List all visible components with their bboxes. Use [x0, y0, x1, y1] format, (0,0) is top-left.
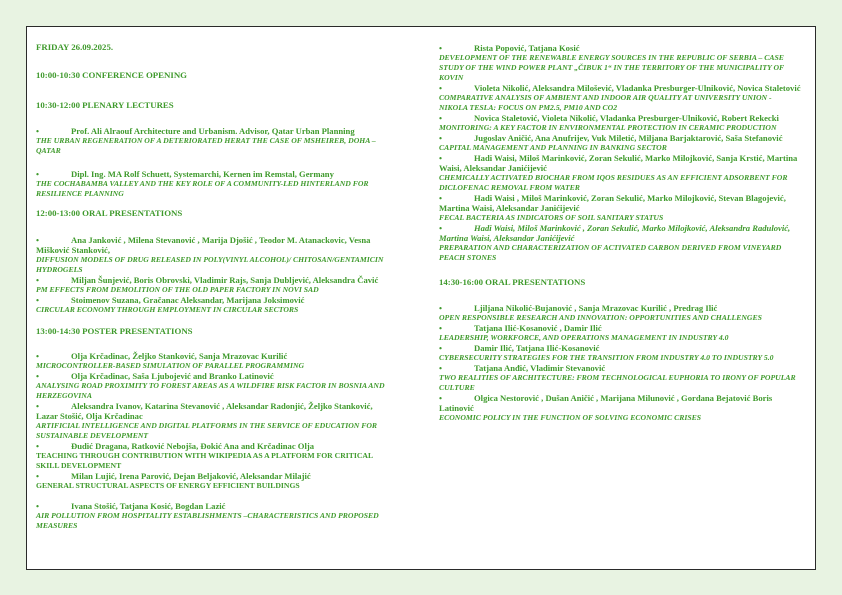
item-title: CIRCULAR ECONOMY THROUGH EMPLOYMENT IN CIRCULAR SECTORS	[36, 305, 299, 314]
left-column	[36, 42, 394, 531]
item-title: CAPITAL MANAGEMENT AND PLANNING IN BANKING SECTOR	[439, 143, 667, 152]
item-authors: • Hadi Waisi , Miloš Marinković, Zoran Sekulić, Marko Milojković, Stevan Blagojević, Martina Waisi, Aleksandar Janićijević	[439, 193, 801, 213]
item-authors: • Milan Lujić, Irena Parović, Dejan Beljaković, Aleksandar Milajić	[36, 471, 394, 481]
item-title: LEADERSHIP, WORKFORCE, AND OPERATIONS MANAGEMENT IN INDUSTRY 4.0	[439, 333, 729, 342]
list-item	[439, 113, 801, 133]
program-page	[26, 26, 816, 570]
poster-header: 13:00-14:30 POSTER PRESENTATIONS	[36, 326, 193, 336]
item-title: DIFFUSION MODELS OF DRUG RELEASED IN POLY(VINYL ALCOHOL)/ CHITOSAN/GENTAMICIN HYDROGELS	[36, 255, 384, 274]
item-title: THE COCHABAMBA VALLEY AND THE KEY ROLE OF A COMMUNITY-LED HINTERLAND FOR RESILIENCE PLANNING	[36, 179, 369, 198]
right-column	[439, 43, 801, 423]
list-item	[36, 371, 394, 401]
list-item	[36, 351, 394, 371]
item-authors: • Aleksandra Ivanov, Katarina Stevanović , Aleksandar Radonjić, Željko Stanković, Lazar Stošić, Olja Krčadinac	[36, 401, 394, 421]
list-item	[439, 83, 801, 113]
item-title: CYBERSECURITY STRATEGIES FOR THE TRANSITION FROM INDUSTRY 4.0 TO INDUSTRY 5.0	[439, 353, 774, 362]
item-authors: • Olja Krčadinac, Željko Stanković, Sanja Mrazovac Kurilić	[36, 351, 394, 361]
item-title: FECAL BACTERIA AS INDICATORS OF SOIL SANITARY STATUS	[439, 213, 664, 222]
item-authors: • Miljan Šunjević, Boris Obrovski, Vladimir Rajs, Sanja Dubljević, Aleksandra Čavić	[36, 275, 394, 285]
item-title: OPEN RESPONSIBLE RESEARCH AND INNOVATION: OPPORTUNITIES AND CHALLENGES	[439, 313, 762, 322]
item-title: ANALYSING ROAD PROXIMITY TO FOREST AREAS AS A WILDFIRE RISK FACTOR IN BOSNIA AND HERZEGOVINA	[36, 381, 385, 400]
list-item	[439, 343, 801, 363]
list-item	[36, 275, 394, 295]
item-authors: • Olgica Nestorović , Dušan Aničić , Marijana Milunović , Gordana Bejatović Boris Latinović	[439, 393, 801, 413]
item-authors: • Ana Janković , Milena Stevanović , Marija Djošić , Teodor M. Atanackovic, Vesna Mišković Stanković,	[36, 235, 394, 255]
item-title: COMPARATIVE ANALYSIS OF AMBIENT AND INDOOR AIR QUALITY AT UNIVERSITY UNION - NIKOLA TESLA: FOCUS ON PM2.5, PM10 AND CO2	[439, 93, 772, 112]
item-authors: • Stoimenov Suzana, Gračanac Aleksandar, Marijana Joksimović	[36, 295, 394, 305]
list-item	[36, 295, 394, 315]
item-title: ARTIFICIAL INTELLIGENCE AND DIGITAL PLATFORMS IN THE SERVICE OF EDUCATION FOR SUSTAINABLE DEVELOPMENT	[36, 421, 378, 440]
item-authors: • Đudić Dragana, Ratković Nebojša, Đokić Ana and Krčadinac Olja	[36, 441, 394, 451]
list-item	[36, 441, 394, 471]
list-item	[36, 501, 394, 531]
oral-header: 12:00-13:00 ORAL PRESENTATIONS	[36, 208, 183, 218]
item-authors: • Damir Ilić, Tatjana Ilić-Kosanović	[439, 343, 801, 353]
oral2-header: 14:30-16:00 ORAL PRESENTATIONS	[439, 277, 586, 287]
item-title: MICROCONTROLLER-BASED SIMULATION OF PARALLEL PROGRAMMING	[36, 361, 305, 370]
item-title: PREPARATION AND CHARACTERIZATION OF ACTIVATED CARBON DERIVED FROM VINEYARD PEACH STONES	[439, 243, 782, 262]
item-authors: • Prof. Ali Alraouf Architecture and Urbanism. Advisor, Qatar Urban Planning	[36, 126, 394, 136]
item-title: PM EFFECTS FROM DEMOLITION OF THE OLD PAPER FACTORY IN NOVI SAD	[36, 285, 319, 294]
list-item	[439, 193, 801, 223]
item-title: THE URBAN REGENERATION OF A DETERIORATED HERAT THE CASE OF MSHEIREB, DOHA – QATAR	[36, 136, 376, 155]
list-item	[439, 393, 801, 423]
conference-opening: 10:00-10:30 CONFERENCE OPENING	[36, 70, 188, 80]
item-title: TEACHING THROUGH CONTRIBUTION WITH WIKIPEDIA AS A PLATFORM FOR CRITICAL SKILL DEVELOPMENT	[36, 451, 373, 470]
item-authors: • Dipl. Ing. MA Rolf Schuett, Systemarchi, Kernen im Remstal, Germany	[36, 169, 394, 179]
item-authors: • Olja Krčadinac, Saša Ljubojević and Branko Latinović	[36, 371, 394, 381]
item-authors: • Hadi Waisi, Miloš Marinković , Zoran Sekulić, Marko Milojković, Aleksandra Radulović, Martina Waisi, Aleksandar Janićijević	[439, 223, 801, 243]
item-title: DEVELOPMENT OF THE RENEWABLE ENERGY SOURCES IN THE REPUBLIC OF SERBIA – CASE STUDY OF THE WIND POWER PLANT „ČIBUK 1“ IN THE TERRITORY OF THE MUNICIPALITY OF KOVIN	[439, 53, 784, 82]
item-title: AIR POLLUTION FROM HOSPITALITY ESTABLISHMENTS –CHARACTERISTICS AND PROPOSED MEASURES	[36, 511, 379, 530]
item-authors: • Rista Popović, Tatjana Kosić	[439, 43, 801, 53]
item-authors: • Tatjana Ilić-Kosanović , Damir Ilić	[439, 323, 801, 333]
list-item	[439, 223, 801, 263]
item-title: MONITORING: A KEY FACTOR IN ENVIRONMENTAL PROTECTION IN CERAMIC PRODUCTION	[439, 123, 777, 132]
list-item	[439, 303, 801, 323]
item-title: GENERAL STRUCTURAL ASPECTS OF ENERGY EFFICIENT BUILDINGS	[36, 481, 300, 490]
list-item	[36, 235, 394, 275]
list-item	[439, 323, 801, 343]
item-title: ECONOMIC POLICY IN THE FUNCTION OF SOLVING ECONOMIC CRISES	[439, 413, 701, 422]
item-title: CHEMICALLY ACTIVATED BIOCHAR FROM IQOS RESIDUES AS AN EFFICIENT ADSORBENT FOR DICLOFENAC REMOVAL FROM WATER	[439, 173, 788, 192]
item-authors: • Tatjana Anđić, Vladimir Stevanović	[439, 363, 801, 373]
item-authors: • Ivana Stošić, Tatjana Kosić, Bogdan Lazić	[36, 501, 394, 511]
list-item	[439, 363, 801, 393]
list-item	[439, 153, 801, 193]
list-item	[439, 43, 801, 83]
list-item	[439, 133, 801, 153]
item-authors: • Violeta Nikolić, Aleksandra Milošević, Vladanka Presburger-Ulniković, Novica Staletović	[439, 83, 801, 93]
day-heading: FRIDAY 26.09.2025.	[36, 42, 114, 52]
list-item	[36, 169, 394, 199]
item-title: TWO REALITIES OF ARCHITECTURE: FROM TECHNOLOGICAL EUPHORIA TO IRONY OF POPULAR CULTURE	[439, 373, 796, 392]
list-item	[36, 126, 394, 156]
list-item	[36, 471, 394, 491]
item-authors: • Jugoslav Aničić, Ana Anufrijev, Vuk Miletić, Miljana Barjaktarović, Saša Stefanović	[439, 133, 801, 143]
plenary-header: 10:30-12:00 PLENARY LECTURES	[36, 100, 174, 110]
item-authors: • Ljiljana Nikolić-Bujanović , Sanja Mrazovac Kurilić , Predrag Ilić	[439, 303, 801, 313]
item-authors: • Hadi Waisi, Miloš Marinković, Zoran Sekulić, Marko Milojković, Sanja Krstić, Martina Waisi, Aleksandar Janićijević	[439, 153, 801, 173]
list-item	[36, 401, 394, 441]
item-authors: • Novica Staletović, Violeta Nikolić, Vladanka Presburger-Ulniković, Robert Rekecki	[439, 113, 801, 123]
